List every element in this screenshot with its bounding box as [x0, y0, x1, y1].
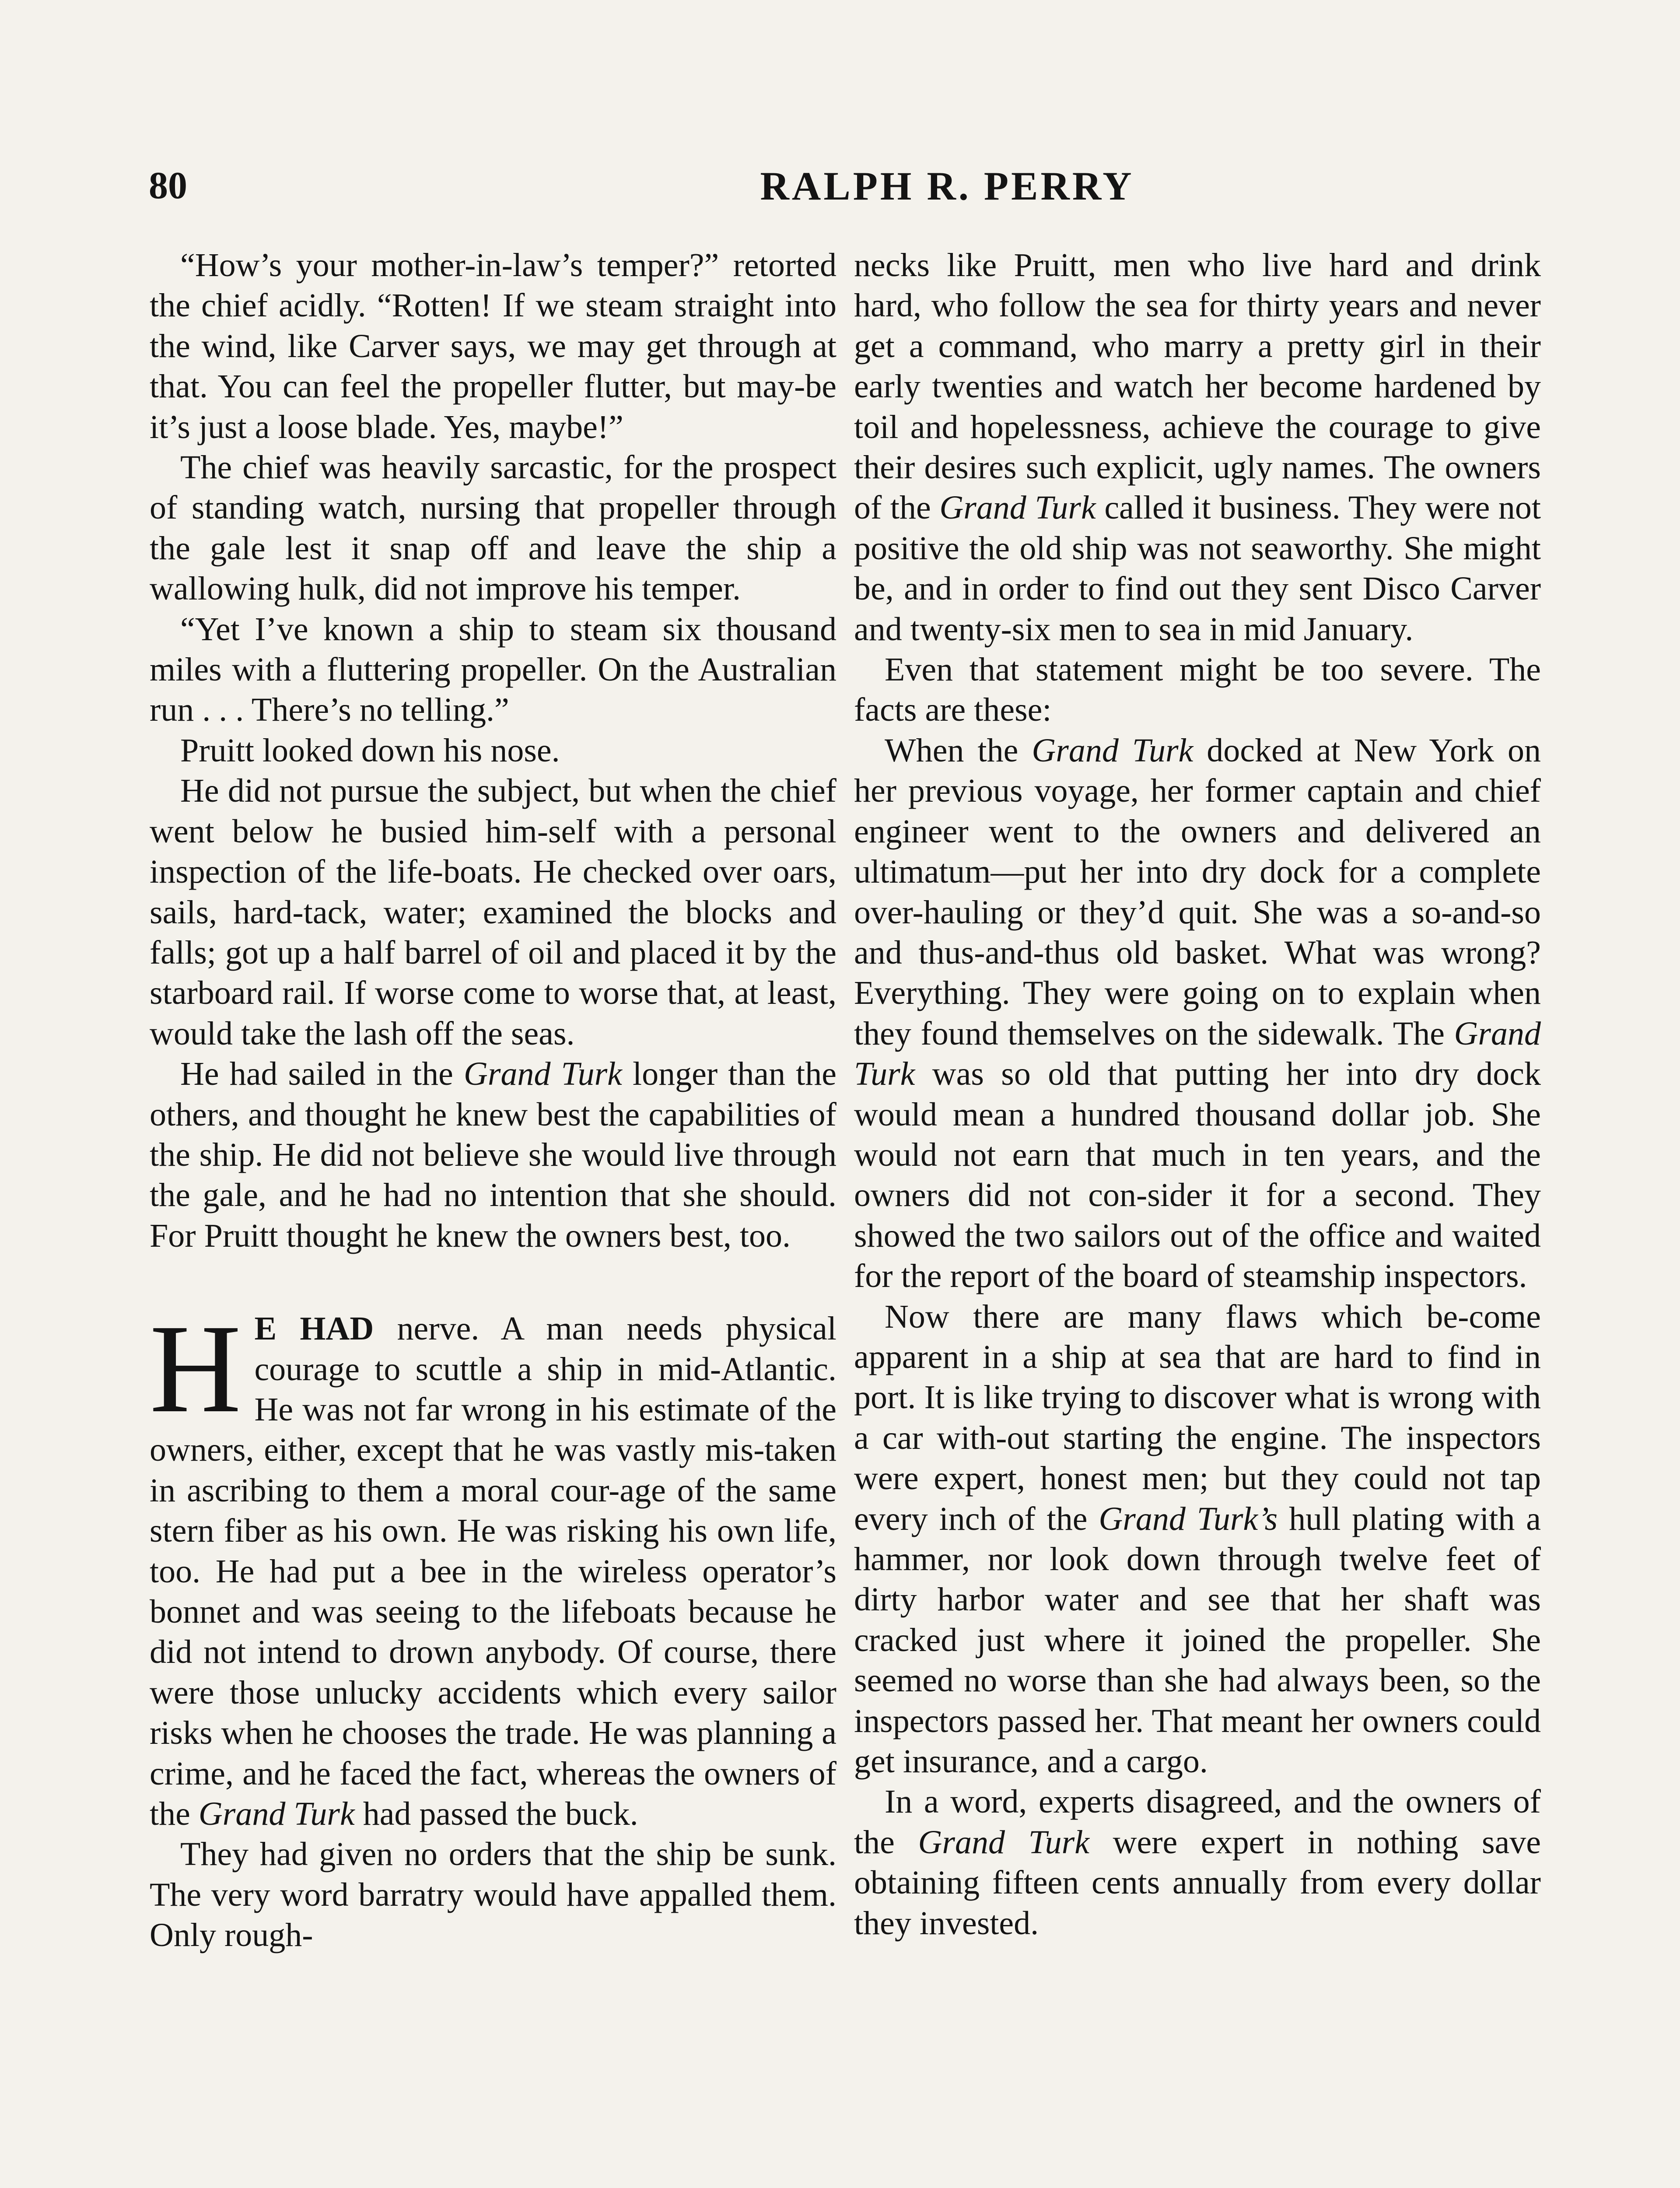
ship-name: Grand Turk — [198, 1795, 355, 1833]
paragraph — [854, 245, 1541, 649]
paragraph: “Yet I’ve known a ship to steam six thousand miles with a fluttering propeller. On the Australian run . . . There’s no telling.” — [150, 610, 836, 729]
paragraph: “How’s your mother-in-law’s temper?” retorted the chief acidly. “Rotten! If we steam straight into the wind, like Carver says, we may get through at that. You can feel the propeller flutter, but may-be it’s just a loose blade. Yes, maybe!” — [150, 247, 836, 445]
paragraph: They had given no orders that the ship be sunk. The very word barratry would have appalled them. Only rough- — [150, 1836, 836, 1954]
ship-name: Grand Turk’s — [1099, 1500, 1278, 1537]
text-run: were expert in nothing save obtaining fifteen cents annually from every dollar they invested. — [854, 1823, 1541, 1942]
paragraph: Pruitt looked down his nose. — [180, 732, 560, 769]
drop-cap: H — [150, 1298, 242, 1439]
text-run: Now there are many flaws which be-come apparent in a ship at sea that are hard to find in port. It is like trying to discover what is wrong with a car with-out starting the engine. The inspectors were expert, honest men; but they could not tap every inch of the — [854, 1298, 1541, 1537]
text-run: was so old that putting her into dry dock would mean a hundred thousand dollar job. She would not earn that much in ten years, and the owners did not con-sider it for a second. They showed the two sailors out of the office and waited for the report of the board of steamship inspectors. — [854, 1055, 1541, 1295]
paragraph: Even that statement might be too severe. The facts are these: — [854, 651, 1541, 729]
text-run: had passed the buck. — [354, 1795, 638, 1833]
text-run: hull plating with a hammer, nor look down through twelve feet of dirty harbor water and see that her shaft was cracked just where it joined the propeller. She seemed no worse than she had always been, so the inspectors passed her. That meant her owners could get insurance, and a cargo. — [854, 1500, 1541, 1780]
page-number: 80 — [149, 165, 187, 207]
paragraph — [854, 730, 1541, 1297]
text-run: When the — [885, 732, 1032, 769]
left-column — [150, 245, 836, 1956]
ship-name: Grand Turk — [854, 1015, 1541, 1093]
paragraph — [854, 1781, 1541, 1943]
right-column — [854, 245, 1541, 1943]
running-head: RALPH R. PERRY — [760, 164, 1134, 208]
text-run: called it business. They were not positive the old ship was not seaworthy. She might be, and in order to find out they sent Disco Carver and twenty-six men to sea in mid January. — [854, 489, 1541, 648]
ship-name: Grand Turk — [463, 1055, 622, 1093]
text-run: In a word, experts disagreed, and the owners of the — [854, 1783, 1541, 1861]
paragraph: The chief was heavily sarcastic, for the prospect of standing watch, nursing that propeller through the gale lest it snap off and leave the ship a wallowing hulk, did not improve his temper. — [150, 449, 836, 607]
lead-caps: E HAD — [254, 1310, 374, 1347]
text-run: longer than the others, and thought he knew best the capabilities of the ship. He did not believe she would live through the gale, and he had no intention that she should. For Pruitt thought he knew the owners best, too. — [150, 1055, 836, 1254]
ship-name: Grand Turk — [918, 1823, 1089, 1861]
text-run: nerve. A man needs physical courage to scuttle a ship in mid-Atlantic. He was not far wrong in his estimate of the owners, either, except that he was vastly mis-taken in ascribing to them a moral cour-age of the same stern fiber as his own. He was risking his own life, too. He had put a bee in the wireless operator’s bonnet and was seeing to the lifeboats because he did not intend to drown anybody. Of course, there were those unlucky accidents which every sailor risks when he chooses the trade. He was planning a crime, and he faced the fact, whereas the owners of the — [150, 1310, 837, 1833]
page-header — [149, 162, 1531, 210]
paragraph: He did not pursue the subject, but when the chief went below he busied him-self with a personal inspection of the life-boats. He checked over oars, sails, hard-tack, water; examined the blocks and falls; got up a half barrel of oil and placed it by the starboard rail. If worse come to worse that, at least, would take the lash off the seas. — [150, 772, 836, 1052]
section-break — [150, 1256, 836, 1308]
paragraph-drop-cap — [150, 1298, 837, 1834]
paragraph — [854, 1297, 1541, 1782]
text-run: He had sailed in the — [180, 1055, 464, 1093]
text-run: necks like Pruitt, men who live hard and drink hard, who follow the sea for thirty years and never get a command, who marry a pretty girl in their early twenties and watch her become hardened by toil and hopelessness, achieve the courage to give their desires such explicit, ugly names. The owners of the — [854, 247, 1541, 526]
ship-name: Grand Turk — [939, 489, 1096, 526]
text-run: docked at New York on her previous voyage, her former captain and chief engineer went to the owners and delivered an ultimatum—put her into dry dock for a complete over-hauling or they’d quit. She was a so-and-so and thus-and-thus old basket. What was wrong? Everything. They were going on to explain when they found themselves on the sidewalk. The — [854, 732, 1541, 1052]
paragraph — [150, 1054, 836, 1256]
ship-name: Grand Turk — [1032, 732, 1194, 769]
